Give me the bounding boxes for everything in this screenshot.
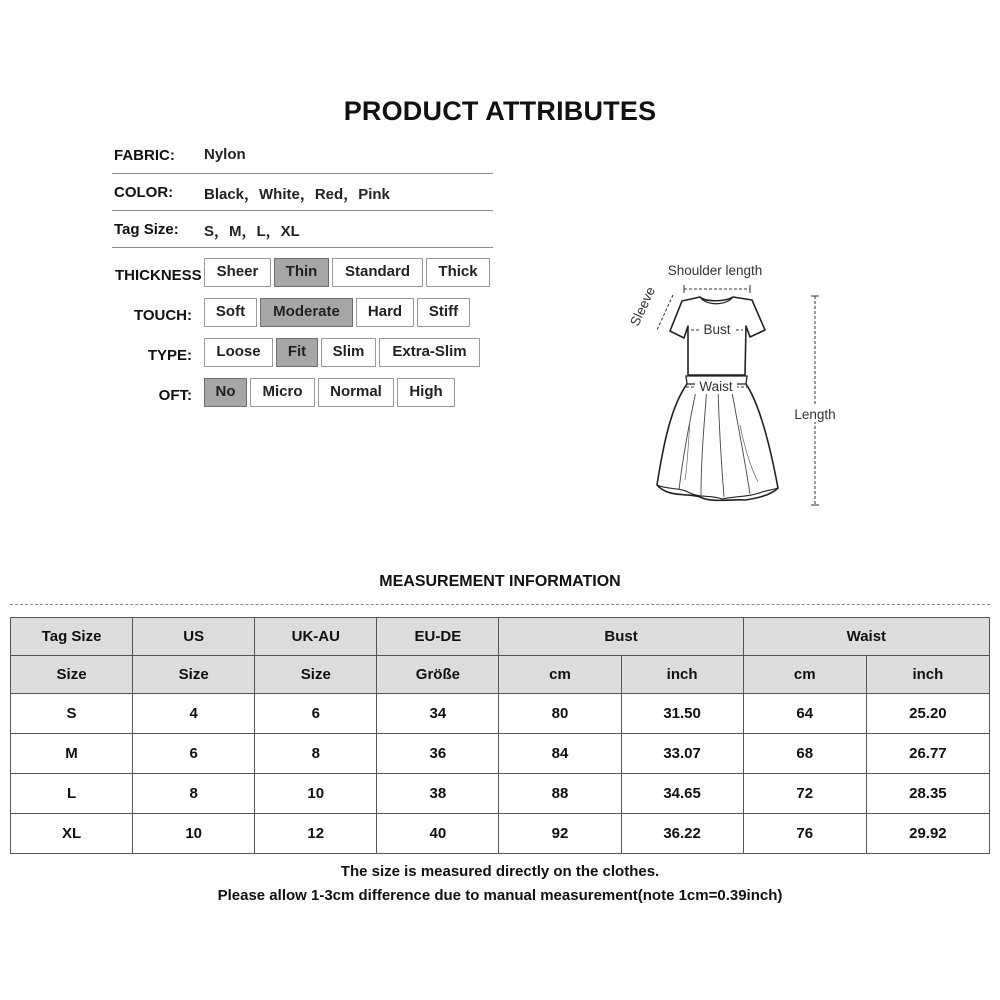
- thickness-option-standard: Standard: [332, 258, 423, 287]
- oft-label: OFT:: [158, 387, 192, 404]
- tag-size-value: S，M，L，XL: [204, 223, 300, 240]
- table-subheader-row: [11, 656, 990, 694]
- touch-option-hard: Hard: [356, 298, 414, 327]
- fabric-value: Nylon: [204, 146, 246, 163]
- table-cell: 29.92: [866, 814, 989, 854]
- length-label: Length: [794, 407, 836, 422]
- waist-label: Waist: [699, 379, 733, 394]
- table-row: [11, 694, 990, 734]
- header-cell: EU-DE: [377, 618, 499, 656]
- header-cell: Tag Size: [11, 618, 133, 656]
- oft-option-micro: Micro: [250, 378, 315, 407]
- thickness-option-thin: Thin: [274, 258, 329, 287]
- table-cell: 25.20: [866, 694, 989, 734]
- table-cell: 10: [255, 774, 377, 814]
- table-cell: 64: [743, 694, 866, 734]
- table-header-row: [11, 618, 990, 656]
- table-row: [11, 814, 990, 854]
- thickness-option-sheer: Sheer: [204, 258, 271, 287]
- table-cell: 36.22: [621, 814, 743, 854]
- dress-skirt-outline: [657, 384, 778, 500]
- table-cell: 10: [133, 814, 255, 854]
- table-cell: 84: [499, 734, 621, 774]
- table-cell: 8: [133, 774, 255, 814]
- note-line-1: The size is measured directly on the clothes.: [340, 863, 660, 880]
- shoulder-length-label: Shoulder length: [667, 263, 763, 278]
- header-cell: inch: [621, 656, 743, 694]
- bust-label: Bust: [703, 322, 731, 337]
- table-cell: 80: [499, 694, 621, 734]
- table-cell: M: [11, 734, 133, 774]
- header-cell: UK-AU: [255, 618, 377, 656]
- type-label: TYPE:: [147, 347, 192, 364]
- table-cell: 92: [499, 814, 621, 854]
- table-cell: 12: [255, 814, 377, 854]
- header-cell: Bust: [499, 618, 743, 656]
- header-cell: cm: [743, 656, 866, 694]
- table-cell: 4: [133, 694, 255, 734]
- table-cell: 31.50: [621, 694, 743, 734]
- table-cell: XL: [11, 814, 133, 854]
- measurement-table: [10, 617, 990, 854]
- table-cell: 72: [743, 774, 866, 814]
- oft-option-normal: Normal: [318, 378, 394, 407]
- header-cell: inch: [866, 656, 989, 694]
- table-cell: L: [11, 774, 133, 814]
- table-cell: 28.35: [866, 774, 989, 814]
- thickness-option-thick: Thick: [426, 258, 490, 287]
- table-cell: 38: [377, 774, 499, 814]
- note-line-2: Please allow 1-3cm difference due to manual measurement(note 1cm=0.39inch): [217, 887, 783, 904]
- divider: [112, 247, 493, 248]
- table-cell: S: [11, 694, 133, 734]
- divider: [112, 210, 493, 211]
- dress-diagram: [600, 250, 860, 520]
- measurement-title: MEASUREMENT INFORMATION: [379, 573, 621, 590]
- table-cell: 34.65: [621, 774, 743, 814]
- table-row: [11, 734, 990, 774]
- oft-option-high: High: [397, 378, 455, 407]
- table-row: [11, 774, 990, 814]
- touch-label: TOUCH:: [133, 307, 192, 324]
- header-cell: Size: [133, 656, 255, 694]
- touch-option-stiff: Stiff: [417, 298, 470, 327]
- tag-size-label: Tag Size:: [114, 221, 179, 238]
- table-cell: 26.77: [866, 734, 989, 774]
- thickness-label: THICKNESS: [115, 267, 202, 284]
- oft-option-no: No: [204, 378, 247, 407]
- header-cell: Size: [11, 656, 133, 694]
- table-cell: 68: [743, 734, 866, 774]
- table-cell: 33.07: [621, 734, 743, 774]
- page-title: PRODUCT ATTRIBUTES: [343, 96, 657, 126]
- color-value: Black，White，Red，Pink: [204, 186, 390, 203]
- divider: [112, 173, 493, 174]
- type-option-fit: Fit: [276, 338, 318, 367]
- header-cell: Größe: [377, 656, 499, 694]
- header-cell: US: [133, 618, 255, 656]
- table-cell: 76: [743, 814, 866, 854]
- header-cell: Size: [255, 656, 377, 694]
- table-cell: 6: [133, 734, 255, 774]
- fabric-label: FABRIC:: [114, 147, 175, 164]
- type-option-extra-slim: Extra-Slim: [379, 338, 480, 367]
- header-cell: Waist: [743, 618, 989, 656]
- table-cell: 88: [499, 774, 621, 814]
- sleeve-label: Sleeve: [627, 284, 659, 329]
- type-option-loose: Loose: [204, 338, 273, 367]
- touch-option-moderate: Moderate: [260, 298, 353, 327]
- table-cell: 8: [255, 734, 377, 774]
- table-cell: 34: [377, 694, 499, 734]
- table-cell: 36: [377, 734, 499, 774]
- color-label: COLOR:: [114, 184, 174, 201]
- table-cell: 40: [377, 814, 499, 854]
- dotted-divider: [10, 604, 990, 605]
- type-option-slim: Slim: [321, 338, 376, 367]
- touch-option-soft: Soft: [204, 298, 257, 327]
- header-cell: cm: [499, 656, 621, 694]
- table-cell: 6: [255, 694, 377, 734]
